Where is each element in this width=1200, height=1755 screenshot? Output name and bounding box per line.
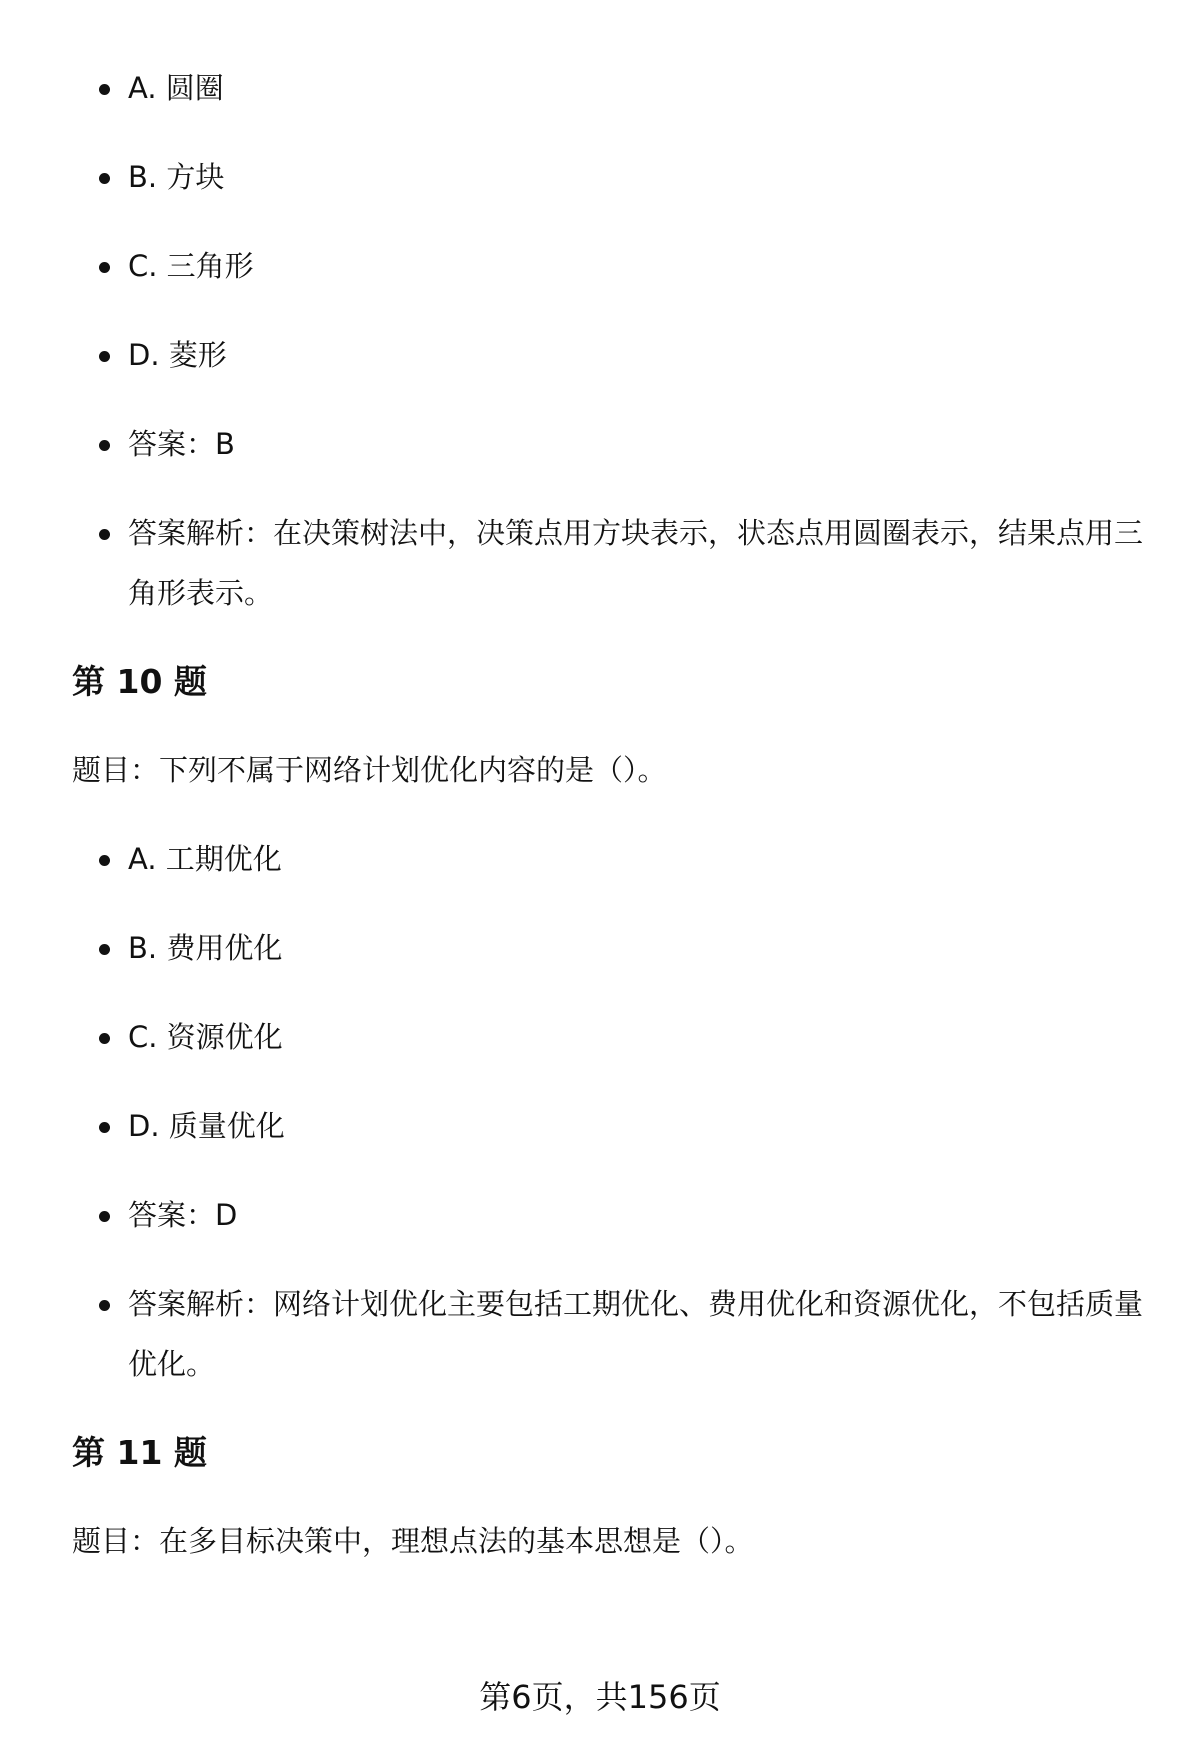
- q10-option-d: D. 质量优化: [72, 1096, 1152, 1156]
- q10-option-b: B. 费用优化: [72, 918, 1152, 978]
- q11-heading: 第 11 题: [72, 1433, 207, 1472]
- q10-option-list: [72, 829, 1152, 1394]
- q9-option-a: A. 圆圈: [72, 58, 1152, 118]
- q10-option-a: A. 工期优化: [72, 829, 1152, 889]
- q9-option-c: C. 三角形: [72, 236, 1152, 296]
- q10-explanation: 答案解析：网络计划优化主要包括工期优化、费用优化和资源优化，不包括质量优化。: [72, 1274, 1152, 1394]
- q10-heading: 第 10 题: [72, 662, 207, 701]
- page-content: [72, 58, 1152, 1600]
- q10-option-c: C. 资源优化: [72, 1007, 1152, 1067]
- q9-answer: 答案：B: [72, 414, 1152, 474]
- q9-explanation: 答案解析：在决策树法中，决策点用方块表示，状态点用圆圈表示，结果点用三角形表示。: [72, 503, 1152, 623]
- q9-option-list: [72, 58, 1152, 623]
- q9-option-b: B. 方块: [72, 147, 1152, 207]
- q10-question: 题目：下列不属于网络计划优化内容的是（）。: [72, 753, 667, 787]
- q10-answer: 答案：D: [72, 1185, 1152, 1245]
- page-number-footer: 第6页，共156页: [479, 1678, 721, 1716]
- q11-question: 题目：在多目标决策中，理想点法的基本思想是（）。: [72, 1524, 754, 1558]
- q9-option-d: D. 菱形: [72, 325, 1152, 385]
